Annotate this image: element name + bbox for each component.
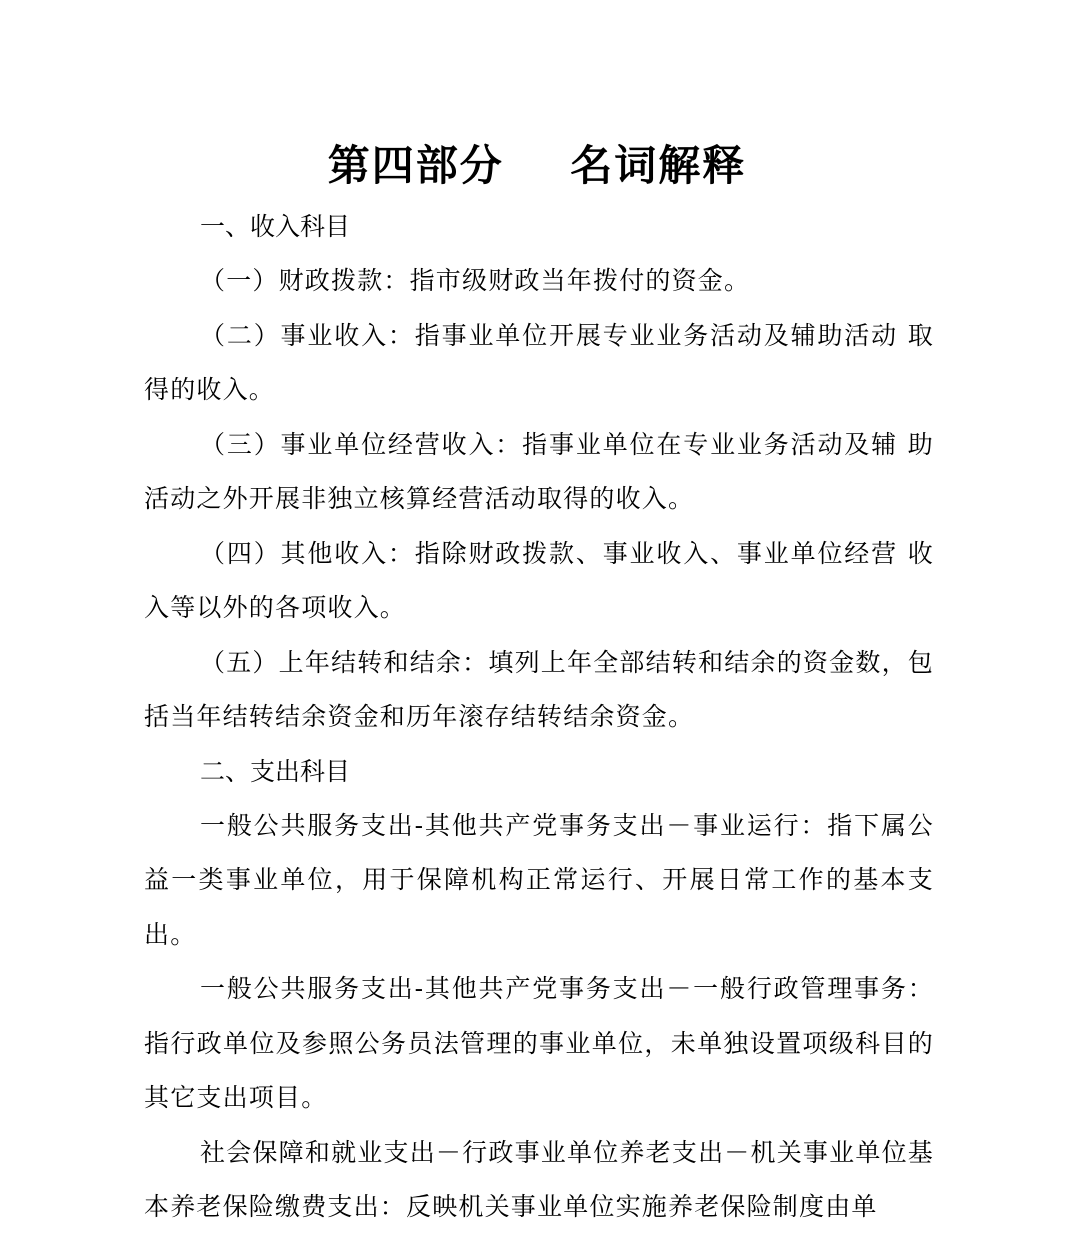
paragraph: （三）事业单位经营收入：指事业单位在专业业务活动及辅 助活动之外开展非独立核算经营活动取得的收入。 (144, 429, 934, 513)
page-title: 第四部分 名词解释 (327, 141, 747, 190)
paragraph: （二）事业收入：指事业单位开展专业业务活动及辅助活动 取得的收入。 (144, 320, 934, 404)
document-body (144, 200, 934, 1235)
paragraph: （四）其他收入：指除财政拨款、事业收入、事业单位经营 收入等以外的各项收入。 (144, 538, 934, 622)
paragraph: 社会保障和就业支出－行政事业单位养老支出－机关事业单位基本养老保险缴费支出：反映机关事业单位实施养老保险制度由单 (144, 1137, 934, 1221)
section-expenditure (144, 745, 934, 1235)
paragraph: （五）上年结转和结余：填列上年全部结转和结余的资金数，包括当年结转结余资金和历年滚存结转结余资金。 (144, 647, 934, 731)
paragraph: 一般公共服务支出-其他共产党事务支出－事业运行：指下属公益一类事业单位，用于保障机构正常运行、开展日常工作的基本支出。 (144, 810, 934, 949)
paragraph: 一般公共服务支出-其他共产党事务支出－一般行政管理事务：指行政单位及参照公务员法管理的事业单位，未单独设置项级科目的其它支出项目。 (144, 974, 934, 1112)
section-heading-income: 一、收入科目 (200, 212, 351, 241)
section-income (144, 200, 934, 745)
paragraph: （一）财政拨款：指市级财政当年拨付的资金。 (200, 266, 751, 295)
section-heading-expenditure: 二、支出科目 (200, 756, 351, 786)
